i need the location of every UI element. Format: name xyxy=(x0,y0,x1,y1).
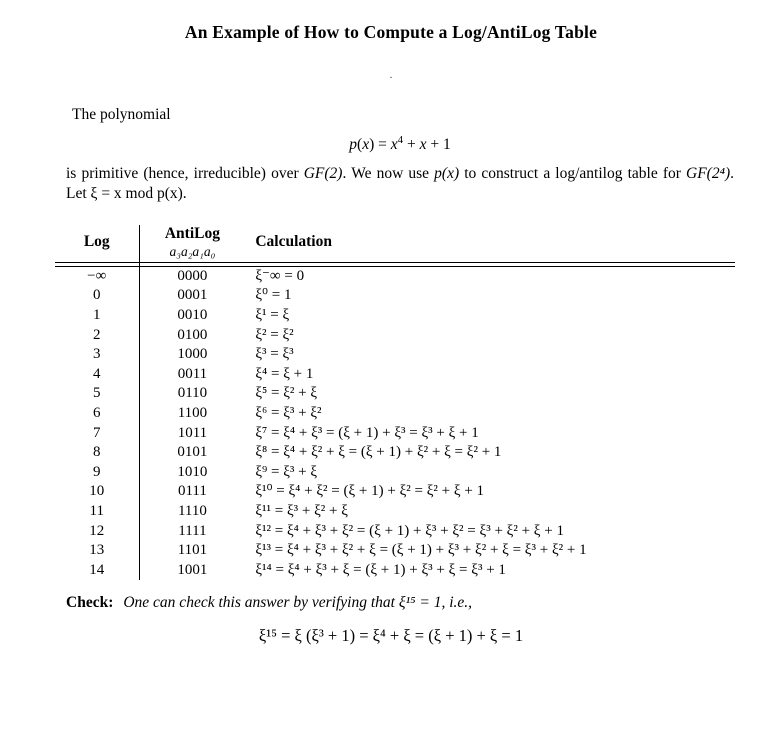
table-body xyxy=(55,266,735,580)
cell-log: 8 xyxy=(93,444,101,461)
cell-calculation: ξ⁻∞ = 0 xyxy=(255,267,305,284)
cell-antilog: 1110 xyxy=(139,502,245,522)
cell-antilog: 1001 xyxy=(139,561,245,581)
intro-paragraph xyxy=(66,164,734,205)
cell-calculation: ξ¹ = ξ xyxy=(255,307,290,323)
decorative-dot: . xyxy=(389,69,393,81)
cell-antilog: 1000 xyxy=(139,345,245,365)
cell-antilog: 1111 xyxy=(139,522,245,542)
page-title: An Example of How to Compute a Log/AntiLog Table xyxy=(184,22,598,42)
cell-log: 0 xyxy=(93,287,101,304)
cell-log: 2 xyxy=(93,326,101,343)
cell-calculation: ξ⁴ = ξ + 1 xyxy=(255,365,314,382)
cell-antilog: 1100 xyxy=(139,404,245,424)
cell-antilog: 0011 xyxy=(139,365,245,385)
cell-calculation: ξ⁰ = 1 xyxy=(255,287,292,304)
table-head xyxy=(55,225,735,267)
cell-calculation: ξ⁹ = ξ³ + ξ xyxy=(255,463,318,480)
cell-antilog: 0111 xyxy=(139,482,245,502)
cell-log: 6 xyxy=(93,404,101,421)
cell-log: 9 xyxy=(93,463,101,480)
check-text: One can check this answer by verifying that ξ¹⁵ = 1, i.e., xyxy=(123,594,473,612)
check-line xyxy=(66,594,782,612)
cell-calculation: ξ⁷ = ξ⁴ + ξ³ = (ξ + 1) + ξ³ = ξ³ + ξ + 1 xyxy=(255,424,479,441)
cell-log: 14 xyxy=(89,561,105,578)
table-row xyxy=(55,541,735,561)
table-row xyxy=(55,404,735,424)
intro-block xyxy=(66,105,734,205)
cell-antilog: 0100 xyxy=(139,326,245,346)
header-log: Log xyxy=(83,233,110,251)
table-header-row xyxy=(55,225,735,263)
cell-log: 1 xyxy=(93,307,101,323)
px-label: p(x) xyxy=(434,164,460,182)
cell-calculation: ξ¹⁴ = ξ⁴ + ξ³ + ξ = (ξ + 1) + ξ³ + ξ = ξ³ + 1 xyxy=(255,561,506,578)
table-row xyxy=(55,266,735,286)
table-row xyxy=(55,424,735,444)
table-row xyxy=(55,522,735,542)
paragraph-segment-1: is primitive (hence, irreducible) over xyxy=(66,164,304,182)
final-equation: ξ¹⁵ = ξ (ξ³ + 1) = ξ⁴ + ξ = (ξ + 1) + ξ = 1 xyxy=(258,626,524,646)
header-antilog xyxy=(139,225,245,263)
cell-calculation: ξ³ = ξ³ xyxy=(255,346,294,363)
gf24-label: GF(2⁴) xyxy=(686,164,731,182)
cell-calculation: ξ⁸ = ξ⁴ + ξ² + ξ = (ξ + 1) + ξ² + ξ = ξ² + 1 xyxy=(255,444,502,461)
polynomial-display: $p(x) = x^4 + x + 1$ xyxy=(349,134,451,154)
table-row xyxy=(55,306,735,326)
paragraph-segment-2: . We now use xyxy=(342,164,435,182)
cell-log: 5 xyxy=(93,385,101,402)
cell-log: 7 xyxy=(93,424,101,441)
table-row xyxy=(55,443,735,463)
cell-antilog: 0110 xyxy=(139,384,245,404)
cell-antilog: 0001 xyxy=(139,286,245,306)
cell-antilog: 0000 xyxy=(139,266,245,286)
table-row xyxy=(55,286,735,306)
cell-calculation: ξ⁵ = ξ² + ξ xyxy=(255,385,318,402)
cell-antilog: 1101 xyxy=(139,541,245,561)
table-row xyxy=(55,463,735,483)
header-antilog-label: AntiLog xyxy=(164,224,220,242)
cell-calculation: ξ⁶ = ξ³ + ξ² xyxy=(255,404,322,421)
log-antilog-table xyxy=(55,225,735,581)
cell-log: 13 xyxy=(89,542,105,559)
paragraph-segment-3: to construct a log/antilog table for xyxy=(459,164,687,182)
cell-log: 3 xyxy=(93,346,101,363)
log-antilog-table-wrap xyxy=(55,225,745,581)
intro-label: The polynomial xyxy=(72,106,171,123)
table-row xyxy=(55,482,735,502)
table-row xyxy=(55,561,735,581)
table-row xyxy=(55,326,735,346)
cell-calculation: ξ¹⁰ = ξ⁴ + ξ² = (ξ + 1) + ξ² = ξ² + ξ + 1 xyxy=(255,483,485,500)
paragraph-segment-4: . Let ξ = x mod p(x). xyxy=(66,164,735,203)
cell-calculation: ξ¹¹ = ξ³ + ξ² + ξ xyxy=(255,502,348,519)
document-page xyxy=(0,22,782,747)
cell-antilog: 1011 xyxy=(139,424,245,444)
table-row xyxy=(55,502,735,522)
table-row xyxy=(55,365,735,385)
cell-antilog: 1010 xyxy=(139,463,245,483)
cell-log: −∞ xyxy=(87,267,107,284)
cell-antilog: 0010 xyxy=(139,306,245,326)
cell-antilog: 0101 xyxy=(139,443,245,463)
cell-log: 4 xyxy=(93,365,101,382)
table-row xyxy=(55,384,735,404)
cell-calculation: ξ¹² = ξ⁴ + ξ³ + ξ² = (ξ + 1) + ξ³ + ξ² = ξ³ + ξ² + ξ + 1 xyxy=(255,522,564,539)
header-antilog-subscript: a₃a₂a₁a₀ xyxy=(169,243,216,259)
table-row xyxy=(55,345,735,365)
cell-log: 11 xyxy=(89,502,104,519)
gf2-label: GF(2) xyxy=(303,164,343,182)
cell-log: 12 xyxy=(89,522,105,539)
cell-log: 10 xyxy=(89,483,105,500)
check-label: Check: xyxy=(66,594,114,612)
header-calculation: Calculation xyxy=(255,233,332,251)
cell-calculation: ξ¹³ = ξ⁴ + ξ³ + ξ² + ξ = (ξ + 1) + ξ³ + ξ² + ξ = ξ³ + ξ² + 1 xyxy=(255,542,587,559)
cell-calculation: ξ² = ξ² xyxy=(255,326,294,343)
